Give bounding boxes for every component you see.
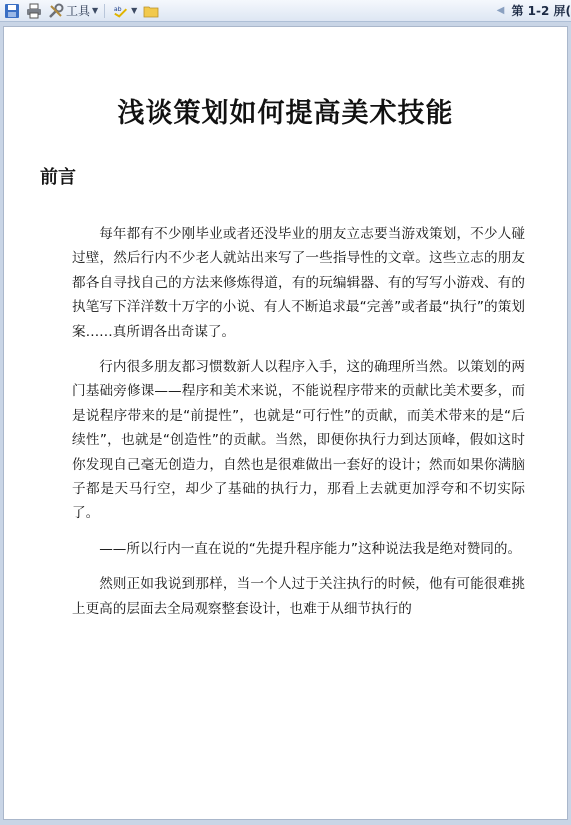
svg-text:ab: ab [114,5,122,13]
paragraph: 行内很多朋友都习惯数新人以程序入手，这的确理所当然。以策划的两门基础旁修课——程序和美术来说，不能说程序带来的贡献比美术要多，而是说程序带来的是“前提性”，也就是“可行性”的贡献，而美术带来的是“后续性”，也就是“创造性”的贡献。当然，即便你执行力到达顶峰，假如这时你发现自己毫无创造力，自然也是很难做出一套好的设计；然而如果你满脑子都是天马行空，却少了基础的执行力，那看上去就更加浮夸和不切实际了。 [72,359,525,522]
toolbar [0,0,571,22]
save-button[interactable] [2,2,22,20]
open-folder-button[interactable] [141,2,161,20]
section-heading: 前言 [40,167,76,188]
paragraph: 每年都有不少刚毕业或者还没毕业的朋友立志要当游戏策划，不少人碰过壁，然后行内不少老人就站出来写了一些指导性的文章。这些立志的朋友都各自寻找自己的方法来修炼得道，有的玩编辑器、有的写写小游戏、有的执笔写下洋洋数十万字的小说、有人不断追求最“完善”或者最“执行”的策划案……真所谓各出奇谋了。 [72,226,525,340]
paragraph: 然则正如我说到那样，当一个人过于关注执行的时候，他有可能很难挑上更高的层面去全局观察整套设计，也难于从细节执行的 [72,576,525,617]
chevron-left-icon: ◀ [496,5,505,16]
previous-screen-button[interactable] [493,0,507,21]
folder-icon [143,3,159,19]
spelling-icon [113,3,129,19]
document-body [72,222,525,632]
document-title: 浅谈策划如何提高美术技能 [117,98,454,129]
page-indicator: 第 1-2 屏( [511,4,571,18]
print-button[interactable] [24,2,44,20]
page-navigation [493,0,571,21]
print-icon [26,3,42,19]
save-icon [4,3,20,19]
chevron-down-icon: ▼ [92,6,99,15]
tools-label: 工具 [66,4,91,18]
spelling-button[interactable] [111,2,139,20]
chevron-down-icon: ▼ [131,6,138,15]
document-viewport[interactable] [0,22,571,825]
toolbar-separator [104,4,105,18]
document-page [4,27,567,819]
paragraph: ——所以行内一直在说的“先提升程序能力”这种说法我是绝对赞同的。 [99,540,522,557]
tools-icon [48,3,64,19]
tools-menu-button[interactable] [46,2,100,20]
